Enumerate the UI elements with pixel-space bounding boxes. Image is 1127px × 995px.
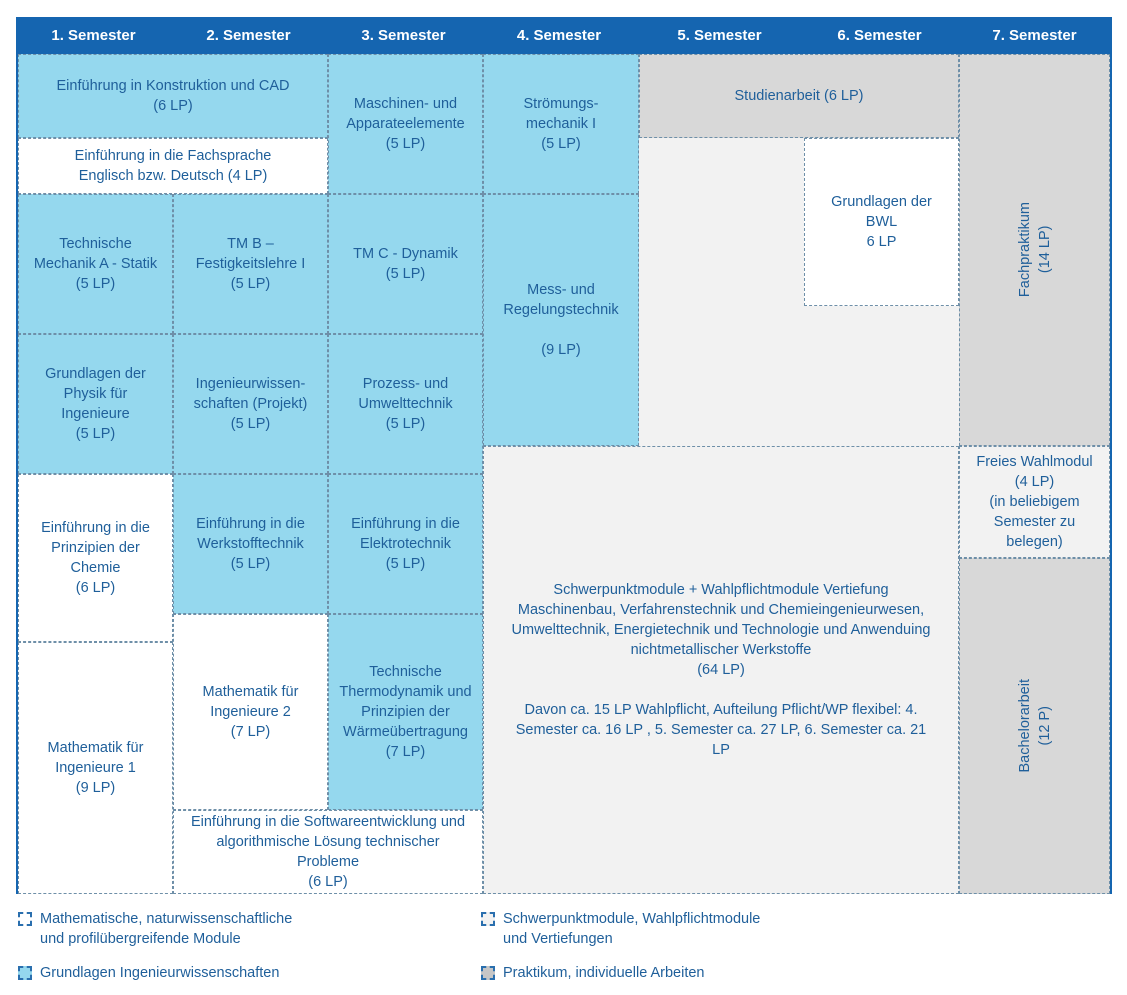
module-physik: Grundlagen der Physik für Ingenieure (5 LP): [18, 334, 173, 474]
module-thermodynamik: Technische Thermodynamik und Prinzipien der Wärmeübertragung (7 LP): [328, 614, 483, 810]
semester-1-heading: 1. Semester: [51, 27, 136, 44]
module-konstruktion-cad: Einführung in Konstruktion und CAD (6 LP): [18, 54, 328, 138]
legend-swatch-lightgray: [481, 912, 495, 926]
module-mess-regelungstechnik: Mess- und Regelungstechnik (9 LP): [483, 194, 639, 446]
module-tm-b: TM B – Festigkeitslehre I (5 LP): [173, 194, 328, 334]
semester-4-heading: 4. Semester: [516, 27, 602, 44]
legend-grundlagen: [18, 963, 279, 983]
module-chemie: Einführung in die Prinzipien der Chemie (6 LP): [18, 474, 173, 642]
fachpraktikum-label: Fachpraktikum (14 LP): [1016, 202, 1053, 298]
module-mathematik-1: Mathematik für Ingenieure 1 (9 LP): [18, 642, 173, 894]
semester-3-heading: 3. Semester: [361, 27, 446, 44]
semester-header: [16, 17, 1112, 54]
module-grundlagen-bwl: Grundlagen der BWL 6 LP: [804, 138, 959, 306]
module-werkstofftechnik: Einführung in die Werkstofftechnik (5 LP): [173, 474, 328, 614]
module-elektrotechnik: Einführung in die Elektrotechnik (5 LP): [328, 474, 483, 614]
module-stroemungsmechanik: Strömungs- mechanik I (5 LP): [483, 54, 639, 194]
module-prozess-umwelttechnik: Prozess- und Umwelttechnik (5 LP): [328, 334, 483, 474]
legend-swatch-blue: [18, 966, 32, 980]
legend-schwerpunkt: [481, 909, 760, 949]
legend-swatch-white: [18, 912, 32, 926]
module-mathematik-2: Mathematik für Ingenieure 2 (7 LP): [173, 614, 328, 810]
legend-swatch-darkgray: [481, 966, 495, 980]
module-fachpraktikum: [959, 54, 1110, 446]
legend-praktikum-label: Praktikum, individuelle Arbeiten: [503, 965, 705, 981]
semester-7-heading: 7. Semester: [992, 27, 1077, 44]
module-freies-wahlmodul: Freies Wahlmodul (4 LP) (in beliebigem Semester zu belegen): [959, 446, 1110, 558]
semester-2-heading: 2. Semester: [206, 27, 291, 44]
module-softwareentwicklung: Einführung in die Softwareentwicklung und algorithmische Lösung technischer Probleme (6 LP): [173, 810, 483, 894]
semester-5-heading: 5. Semester: [677, 27, 762, 44]
module-maschinen-apparateelemente: Maschinen- und Apparateelemente (5 LP): [328, 54, 483, 194]
curriculum-grid: [16, 54, 1112, 894]
semester-6-heading: 6. Semester: [837, 27, 922, 44]
module-studienarbeit: Studienarbeit (6 LP): [639, 54, 959, 138]
module-schwerpunkt-wahlpflicht: Schwerpunktmodule + Wahlpflichtmodule Vertiefung Maschinenbau, Verfahrenstechnik und Chemieingenieurwesen, Umwelttechnik, Energietechnik und Technologie und Anwenduing nichtmetallischer Werkstoffe (64 LP) Davon ca. 15 LP Wahlpflicht, Aufteilung Pflicht/WP flexibel: 4. Semester ca. 16 LP , 5. Semester ca. 27 LP, 6. Semester ca. 21 LP: [483, 446, 959, 894]
gray-filler-area: [639, 138, 804, 446]
module-tm-c: TM C - Dynamik (5 LP): [328, 194, 483, 334]
module-fachsprache: Einführung in die Fachsprache Englisch bzw. Deutsch (4 LP): [18, 138, 328, 194]
legend-grundlagen-label: Grundlagen Ingenieurwissenschaften: [40, 965, 280, 981]
module-technische-mechanik-a: Technische Mechanik A - Statik (5 LP): [18, 194, 173, 334]
module-ingenieurwissenschaften-projekt: Ingenieurwissen- schaften (Projekt) (5 LP): [173, 334, 328, 474]
legend-praktikum: [481, 963, 705, 983]
legend-schwerpunkt-label: Schwerpunktmodule, Wahlpflichtmodule und Vertiefungen: [503, 911, 761, 947]
legend-math: [18, 909, 292, 949]
bachelorarbeit-label: Bachelorarbeit (12 P): [1016, 679, 1053, 773]
module-bachelorarbeit: [959, 558, 1110, 894]
gray-filler-area-2: [804, 306, 959, 446]
legend-math-label: Mathematische, naturwissenschaftliche und profilübergreifende Module: [40, 911, 293, 947]
